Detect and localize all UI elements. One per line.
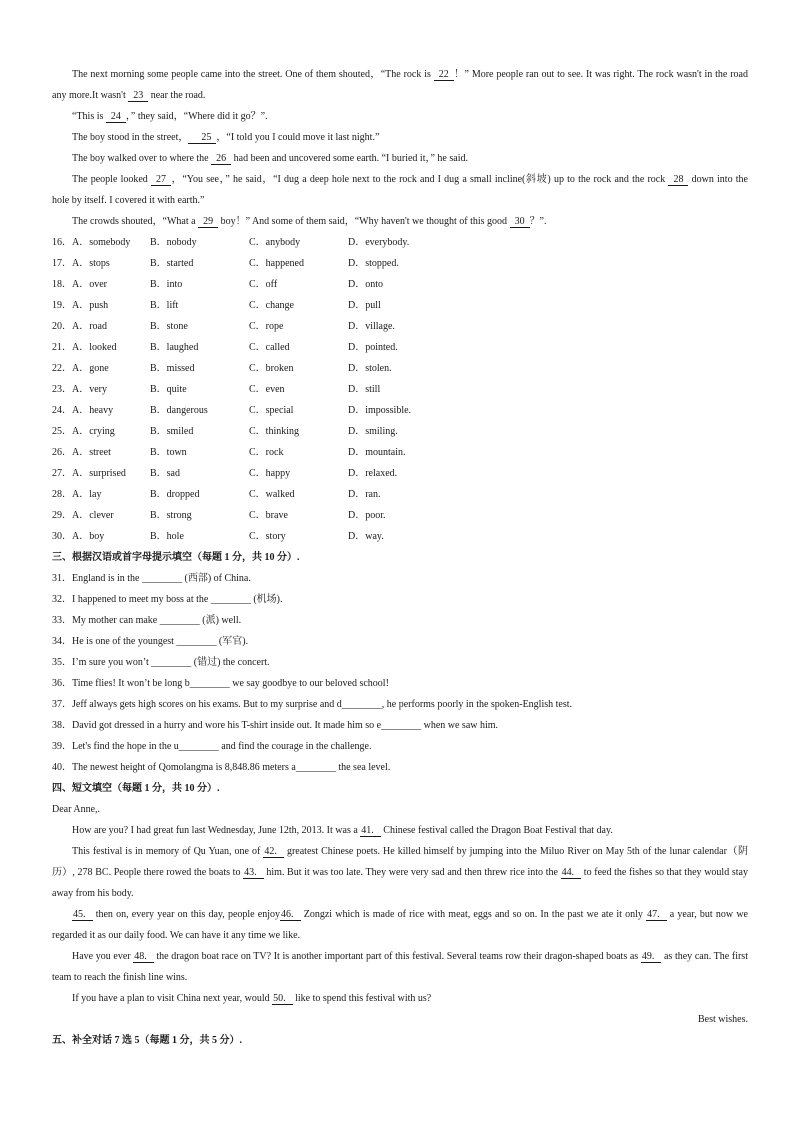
option-b: B．lift — [150, 300, 179, 311]
question-number: 17． — [52, 258, 72, 269]
option-d: D．ran. — [348, 489, 381, 500]
option-c: C．happy — [249, 468, 291, 479]
option-b: B．into — [150, 279, 183, 290]
blank-24: 24 — [106, 111, 126, 123]
option-c: C．called — [249, 342, 290, 353]
blank-42: 42. — [263, 846, 284, 858]
passage-text: The boy stood in the street， — [72, 132, 189, 143]
passage-text: The people looked — [72, 174, 151, 185]
passage-text: any more.It wasn't — [52, 90, 129, 101]
letter-text: to feed the fishes so that they would stay — [581, 867, 748, 878]
passage-text: The crowds shouted，“What a — [72, 216, 199, 227]
option-b: B．town — [150, 447, 187, 458]
option-a: A．somebody — [72, 237, 131, 248]
option-c: C．thinking — [249, 426, 300, 437]
option-row — [52, 253, 748, 274]
passage-text: ，” they said，“Where did it go？”. — [125, 111, 268, 122]
question-number: 29． — [52, 510, 72, 521]
question-number: 23． — [52, 384, 72, 395]
option-c: C．brave — [249, 510, 288, 521]
letter-line — [52, 904, 748, 925]
section-4-heading: 四、短文填空（每题 1 分，共 10 分）. — [52, 783, 220, 794]
question-text: My mother can make ________ (派) well. — [72, 615, 242, 626]
exam-page — [52, 64, 748, 1051]
section-5-heading: 五、补全对话 7 选 5（每题 1 分，共 5 分）. — [52, 1035, 242, 1046]
option-d: D．impossible. — [348, 405, 412, 416]
question-number: 20． — [52, 321, 72, 332]
passage-line — [52, 106, 748, 127]
option-a: A．clever — [72, 510, 114, 521]
option-row — [52, 442, 748, 463]
option-c: C．happened — [249, 258, 304, 269]
question-number: 19． — [52, 300, 72, 311]
blank-45: 45. — [72, 909, 93, 921]
option-d: D．way. — [348, 531, 384, 542]
letter-text: Zongzi which is made of rice with meat, eggs and so on. In the past we ate it only — [300, 909, 647, 920]
question-number: 36． — [52, 678, 72, 689]
blank-50: 50. — [272, 993, 293, 1005]
passage-line — [52, 127, 748, 148]
question-number: 25． — [52, 426, 72, 437]
option-a: A．boy — [72, 531, 105, 542]
option-b: B．started — [150, 258, 194, 269]
option-row — [52, 526, 748, 547]
passage-text: “This is — [72, 111, 106, 122]
option-b: B．strong — [150, 510, 192, 521]
letter-line — [52, 925, 748, 946]
passage-line — [52, 211, 748, 232]
blank-48: 48. — [133, 951, 154, 963]
passage-line — [52, 169, 748, 190]
question-text: David got dressed in a hurry and wore his T-shirt inside out. It made him so e________ when we saw him. — [72, 720, 499, 731]
option-c: C．even — [249, 384, 285, 395]
letter-body — [52, 820, 748, 1030]
letter-text: How are you? I had great fun last Wednesday, June 12th, 2013. It was a — [72, 825, 361, 836]
option-d: D．pointed. — [348, 342, 398, 353]
section-3-heading: 三、根据汉语或首字母提示填空（每题 1 分，共 10 分）. — [52, 552, 300, 563]
option-d: D．still — [348, 384, 381, 395]
letter-text: regarded it as our daily food. We can have it any time we like. — [52, 930, 301, 941]
blank-27: 27 — [151, 174, 171, 186]
blank-46: 46. — [280, 909, 301, 921]
option-b: B．smiled — [150, 426, 194, 437]
question-text: He is one of the youngest ________ (军官). — [72, 636, 249, 647]
blank-43: 43. — [243, 867, 264, 879]
option-d: D．village. — [348, 321, 395, 332]
question-number: 26． — [52, 447, 72, 458]
option-b: B．nobody — [150, 237, 197, 248]
fill-in-item — [52, 757, 748, 778]
fill-in-item — [52, 610, 748, 631]
letter-line — [52, 967, 748, 988]
option-c: C．walked — [249, 489, 295, 500]
letter-text: like to spend this festival with us? — [292, 993, 432, 1004]
question-number: 31． — [52, 573, 72, 584]
option-row — [52, 379, 748, 400]
fill-in-item — [52, 736, 748, 757]
question-number: 18． — [52, 279, 72, 290]
option-a: A．heavy — [72, 405, 114, 416]
option-d: D．pull — [348, 300, 381, 311]
option-a: A．lay — [72, 489, 102, 500]
option-d: D．poor. — [348, 510, 386, 521]
option-row — [52, 232, 748, 253]
options-list — [52, 232, 748, 547]
blank-30: 30 — [510, 216, 530, 228]
letter-text: If you have a plan to visit China next year, would — [72, 993, 273, 1004]
letter-text: Have you ever — [72, 951, 134, 962]
blank-28: 28 — [668, 174, 688, 186]
option-b: B．sad — [150, 468, 180, 479]
option-row — [52, 505, 748, 526]
letter-greeting: Dear Anne,. — [52, 804, 101, 815]
letter-closing: Best wishes. — [698, 1014, 748, 1025]
option-a: A．street — [72, 447, 111, 458]
question-text: Let's find the hope in the u________ and find the courage in the challenge. — [72, 741, 372, 752]
fill-in-item — [52, 631, 748, 652]
question-number: 38． — [52, 720, 72, 731]
passage-text: near the road. — [148, 90, 206, 101]
letter-text: away from his body. — [52, 888, 134, 899]
question-number: 30． — [52, 531, 72, 542]
option-d: D．everybody. — [348, 237, 410, 248]
question-number: 32． — [52, 594, 72, 605]
question-number: 22． — [52, 363, 72, 374]
fill-in-item — [52, 694, 748, 715]
letter-text: greatest Chinese poets. He killed himself by jumping into the Miluo River on May 5th of the lunar calendar（阴 — [283, 846, 748, 857]
letter-text: the dragon boat race on TV? It is another important part of this festival. Several teams row their dragon-shaped boats as — [153, 951, 641, 962]
option-c: C．rock — [249, 447, 284, 458]
option-row — [52, 400, 748, 421]
letter-text: him. But it was too late. They were very sad and then threw rice into the — [263, 867, 561, 878]
cloze-passage — [52, 64, 748, 232]
option-a: A．gone — [72, 363, 109, 374]
fill-in-item — [52, 652, 748, 673]
question-text: I’m sure you won’t ________ (错过) the concert. — [72, 657, 270, 668]
option-d: D．stolen. — [348, 363, 392, 374]
letter-line — [52, 988, 748, 1009]
option-b: B．dropped — [150, 489, 200, 500]
letter-line — [52, 841, 748, 862]
passage-text: ！” More people ran out to see. It was right. The rock wasn't in the road — [453, 69, 748, 80]
option-a: A．stops — [72, 258, 110, 269]
option-b: B．quite — [150, 384, 187, 395]
letter-text: Chinese festival called the Dragon Boat Festival that day. — [380, 825, 613, 836]
question-text: I happened to meet my boss at the ________ (机场). — [72, 594, 283, 605]
passage-text: ，“I told you I could move it last night.” — [216, 132, 380, 143]
option-a: A．looked — [72, 342, 117, 353]
question-number: 34． — [52, 636, 72, 647]
blank-22: 22 — [434, 69, 454, 81]
option-c: C．story — [249, 531, 286, 542]
blank-25: 25 — [188, 132, 216, 144]
blank-41: 41. — [360, 825, 381, 837]
question-number: 28． — [52, 489, 72, 500]
passage-line — [52, 148, 748, 169]
question-number: 39． — [52, 741, 72, 752]
blank-49: 49. — [641, 951, 662, 963]
option-row — [52, 358, 748, 379]
passage-text: ，“You see，” he said，“I dug a deep hole next to the rock and I dug a small incline(斜坡) up to the rock and the rock — [170, 174, 669, 185]
passage-line — [52, 85, 748, 106]
option-b: B．missed — [150, 363, 195, 374]
letter-text: then on, every year on this day, people enjoy — [92, 909, 281, 920]
option-c: C．rope — [249, 321, 284, 332]
blank-47: 47. — [646, 909, 667, 921]
option-row — [52, 484, 748, 505]
letter-line — [52, 883, 748, 904]
option-a: A．over — [72, 279, 107, 290]
question-number: 33． — [52, 615, 72, 626]
option-a: A．crying — [72, 426, 115, 437]
option-b: B．dangerous — [150, 405, 208, 416]
question-number: 40． — [52, 762, 72, 773]
option-row — [52, 463, 748, 484]
letter-text: team to reach the finish line wins. — [52, 972, 188, 983]
option-row — [52, 274, 748, 295]
option-c: C．special — [249, 405, 294, 416]
question-number: 37． — [52, 699, 72, 710]
question-text: England is in the ________ (西部) of China. — [72, 573, 251, 584]
option-c: C．broken — [249, 363, 294, 374]
letter-text: a year, but now we — [666, 909, 748, 920]
option-a: A．very — [72, 384, 107, 395]
option-a: A．road — [72, 321, 107, 332]
option-d: D．relaxed. — [348, 468, 398, 479]
section-3-items — [52, 568, 748, 778]
question-number: 16． — [52, 237, 72, 248]
passage-text: boy！” And some of them said，“Why haven't we thought of this good — [218, 216, 510, 227]
option-d: D．smiling. — [348, 426, 398, 437]
passage-text: The boy walked over to where the — [72, 153, 212, 164]
option-b: B．stone — [150, 321, 188, 332]
question-number: 35． — [52, 657, 72, 668]
option-c: C．off — [249, 279, 278, 290]
option-row — [52, 316, 748, 337]
letter-line — [52, 946, 748, 967]
passage-line — [52, 190, 748, 211]
question-number: 27． — [52, 468, 72, 479]
fill-in-item — [52, 568, 748, 589]
blank-23: 23 — [128, 90, 148, 102]
option-a: A．surprised — [72, 468, 126, 479]
fill-in-item — [52, 715, 748, 736]
blank-44: 44. — [561, 867, 582, 879]
question-number: 21． — [52, 342, 72, 353]
option-row — [52, 421, 748, 442]
letter-text: as they can. The first — [661, 951, 748, 962]
option-row — [52, 295, 748, 316]
blank-26: 26 — [211, 153, 231, 165]
option-c: C．anybody — [249, 237, 301, 248]
option-d: D．stopped. — [348, 258, 399, 269]
option-b: B．hole — [150, 531, 184, 542]
passage-line — [52, 64, 748, 85]
option-c: C．change — [249, 300, 294, 311]
question-text: Time flies! It won’t be long b________ we say goodbye to our beloved school! — [72, 678, 389, 689]
option-d: D．onto — [348, 279, 383, 290]
letter-text: This festival is in memory of Qu Yuan, one of — [72, 846, 264, 857]
passage-text: hole by itself. I covered it with earth.” — [52, 195, 205, 206]
fill-in-item — [52, 673, 748, 694]
fill-in-item — [52, 589, 748, 610]
passage-text: down into the — [688, 174, 748, 185]
passage-text: The next morning some people came into the street. One of them shouted，“The rock is — [72, 69, 434, 80]
option-row — [52, 337, 748, 358]
passage-text: had been and uncovered some earth. “I buried it，” he said. — [231, 153, 468, 164]
question-text: The newest height of Qomolangma is 8,848.86 meters a________ the sea level. — [72, 762, 391, 773]
option-b: B．laughed — [150, 342, 199, 353]
blank-29: 29 — [198, 216, 218, 228]
passage-text: ？”. — [529, 216, 547, 227]
letter-text: 历）, 278 BC. People there rowed the boats to — [52, 867, 244, 878]
letter-line — [52, 820, 748, 841]
option-a: A．push — [72, 300, 109, 311]
option-d: D．mountain. — [348, 447, 406, 458]
letter-line — [52, 862, 748, 883]
question-text: Jeff always gets high scores on his exams. But to my surprise and d________, he performs poorly in the spoken-English test. — [72, 699, 573, 710]
question-number: 24． — [52, 405, 72, 416]
